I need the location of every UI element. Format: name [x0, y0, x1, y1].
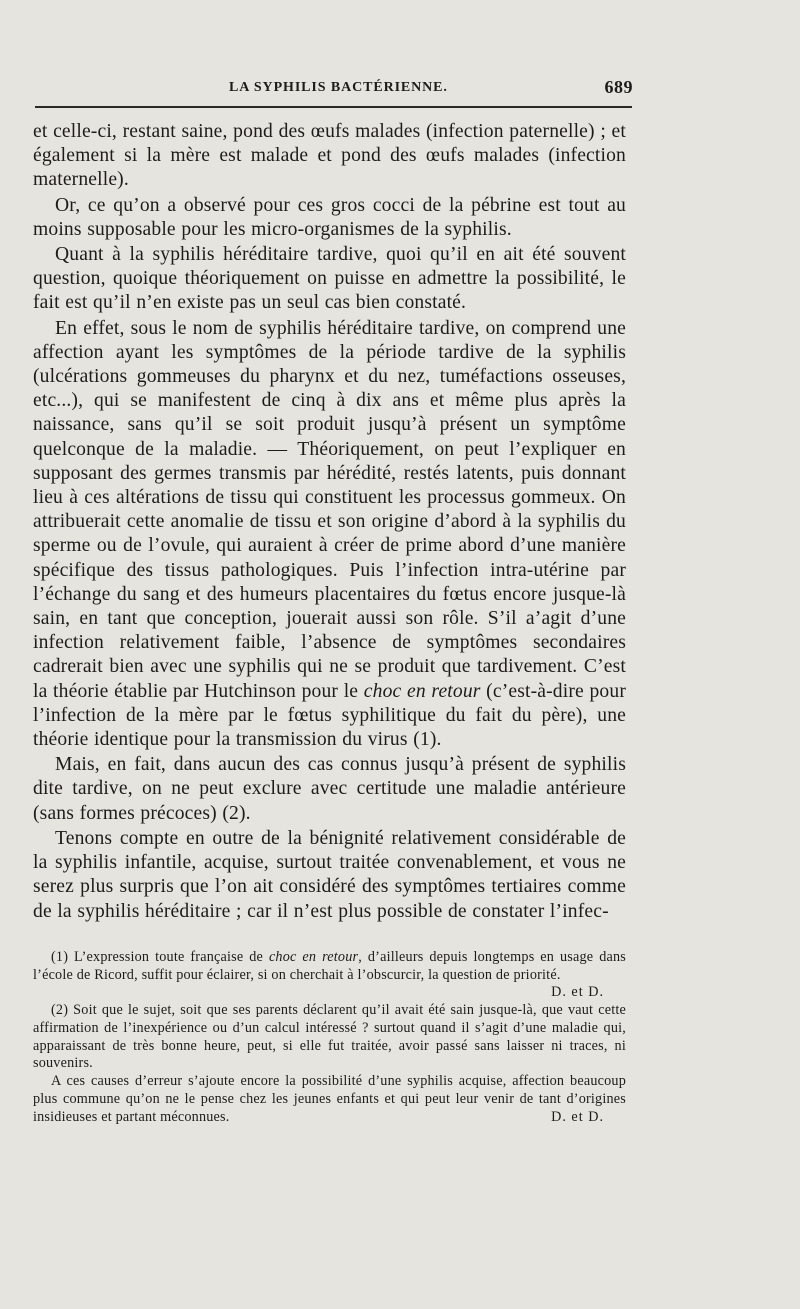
footnote-3-signature: D. et D. — [551, 1108, 604, 1125]
paragraph-en-effet — [33, 317, 626, 753]
footnote-2: (2) Soit que le sujet, soit que ses parents déclarent qu’il avait été sain jusque-là, que vaut cette affirmation de l’inexpérience ou d’un calcul intéressé ? surtout quand il s’agit d’une maladie qui, apparaissant de très bonne heure, peut, si elle fut traitée, avoir passé sans laisser ni traces, ni souvenirs. — [33, 1002, 626, 1072]
footnote-1-before: (1) L’expression toute française de — [51, 948, 269, 965]
page-number: 689 — [604, 77, 633, 97]
header-rule — [35, 106, 632, 108]
footnote-1 — [33, 948, 626, 1001]
hutchinson-italic-term: choc en retour — [363, 680, 481, 702]
paragraph-en-effet-text: En effet, sous le nom de syphilis héréditaire tardive, on comprend une affection ayant les symptômes de la période tardive de la syphilis (ulcérations gommeuses du pharynx et du nez, tuméfactions osseuses, etc...), qui se manifestent de cinq à dix ans et même plus après la naissance, sans qu’il se soit produit jusqu’à présent un symptôme quelconque de la maladie. — Théoriquement, on peut l’expliquer en supposant des germes transmis par hérédité, restés latents, puis donnant lieu à ces altérations de tissu qui constituent les processus gommeux. On attribuerait cette anomalie de tissu et son origine d’abord à la syphilis du sperme ou de l’ovule, qui auraient à créer de prime abord d’une manière spécifique des tissus pathologiques. Puis l’infection intra-utérine par l’échange du sang et des humeurs placentaires du fœtus encore jusque-là sain, en tant que conception, jouerait aussi son rôle. S’il a’agit d’une infection relativement faible, l’absence de symptômes secondaires cadrerait bien avec une syphilis qui ne se produit que tardivement. — [33, 317, 626, 678]
paragraph-tenons-compte: Tenons compte en outre de la bénignité relativement considérable de la syphilis infantile, acquise, surtout traitée convenablement, et vous ne serez plus surpris que l’on ait considéré des symptômes tertiaires comme de la syphilis héréditaire ; car il n’est plus possible de constater l’infec- — [33, 827, 626, 922]
paragraph-mais-en-fait: Mais, en fait, dans aucun des cas connus jusqu’à présent de syphilis dite tardive, on ne peut exclure avec certitude une maladie antérieure (sans formes précoces) (2). — [33, 754, 626, 824]
footnote-1-after: , d’ailleurs depuis longtemps en usage dans l’école de Ricord, suffit pour éclairer, si on cherchait à l’obscurcir, la question de priorité. — [33, 948, 626, 983]
running-title: LA SYPHILIS BACTÉRIENNE. — [229, 80, 448, 95]
footnote-3-text: A ces causes d’erreur s’ajoute encore la possibilité d’une syphilis acquise, affection beaucoup plus commune qu’on ne le pense chez les jeunes enfants et qui peut leur venir de tant d’origines insidieuses et partant méconnues. — [33, 1073, 626, 1125]
hutchinson-text-before: C’est la théorie établie par Hutchinson pour le — [33, 656, 626, 702]
footnote-3 — [33, 1073, 626, 1126]
paragraph-pebrine: Or, ce qu’on a observé pour ces gros cocci de la pébrine est tout au moins supposable pour les micro-organismes de la syphilis. — [33, 194, 626, 240]
paragraph-continuation: et celle-ci, restant saine, pond des œufs malades (infection paternelle) ; et également si la mère est malade et pond des œufs malades (infection maternelle). — [33, 121, 626, 191]
body-text — [33, 120, 626, 924]
footnote-1-signature: D. et D. — [551, 984, 604, 1001]
running-head — [33, 72, 633, 104]
footnote-1-italic: choc en retour — [268, 948, 359, 965]
paragraph-syphilis-tardive: Quant à la syphilis héréditaire tardive, quoi qu’il en ait été souvent question, quoique théoriquement on puisse en admettre la possibilité, le fait est qu’il n’en existe pas un seul cas bien constaté. — [33, 244, 626, 314]
hutchinson-text-after: (c’est-à-dire pour l’infection de la mère par le fœtus syphilitique du fait du père), une théorie identique pour la transmission du virus (1). — [33, 680, 626, 751]
footnotes — [33, 949, 626, 1127]
